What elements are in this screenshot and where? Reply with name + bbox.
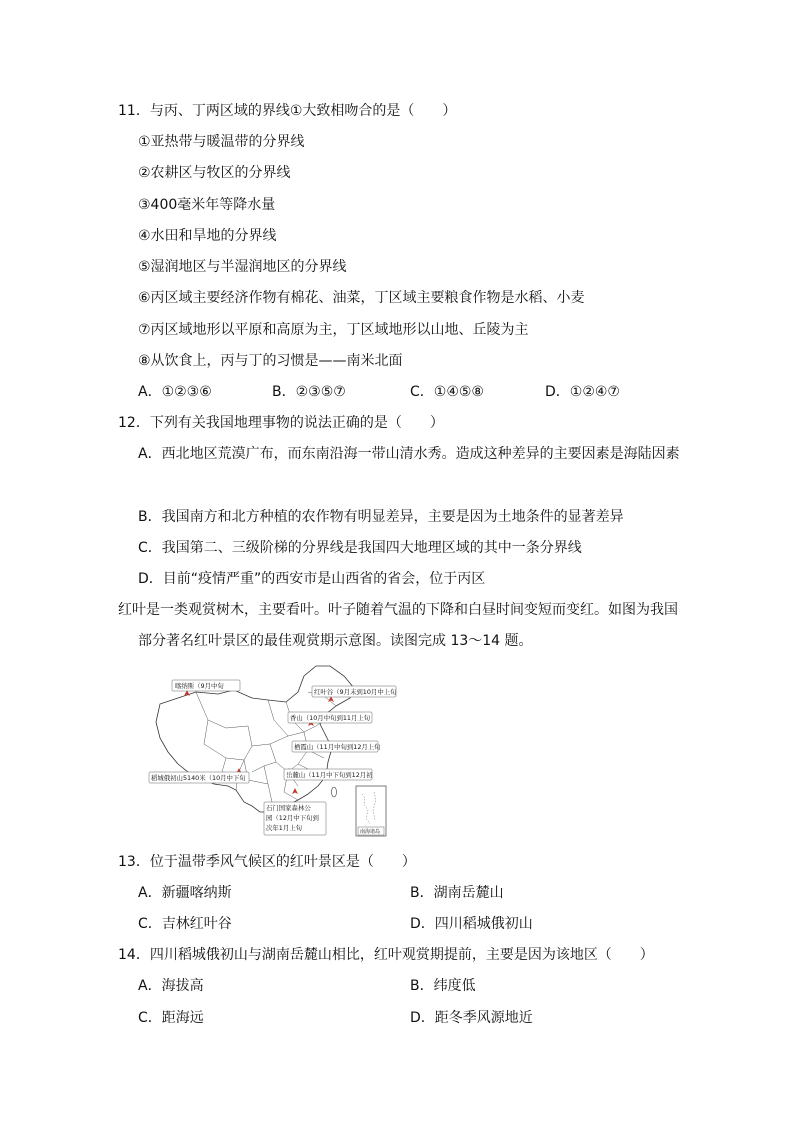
map-label-shimen-3: 次年1月上旬 xyxy=(266,824,303,832)
q12-option-c: C．我国第二、三级阶梯的分界线是我国四大地理区域的其中一条分界线 xyxy=(138,540,582,556)
map-label-shimen-2: 园（12月中下旬到 xyxy=(266,814,319,822)
q11-option-a: A．①②③⑥ xyxy=(138,384,212,400)
q11-option-d: D．①②④⑦ xyxy=(545,384,620,400)
q13-option-b: B．湖南岳麓山 xyxy=(410,885,504,901)
q14-option-d: D．距冬季风源地近 xyxy=(410,1010,533,1026)
question-11-stem: 11．与丙、丁两区域的界线①大致相吻合的是（ ） xyxy=(118,103,457,119)
q11-item-5: ⑤湿润地区与半湿润地区的分界线 xyxy=(138,259,347,275)
question-13-stem: 13．位于温带季风气候区的红叶景区是（ ） xyxy=(118,854,416,870)
q11-item-1: ①亚热带与暖温带的分界线 xyxy=(138,134,305,150)
question-12-stem: 12．下列有关我国地理事物的说法正确的是（ ） xyxy=(118,415,444,431)
map-label-qixiashan: 栖霞山（11月中旬到12月上旬 xyxy=(294,743,381,751)
q11-item-7: ⑦丙区域地形以平原和高原为主，丁区域地形以山地、丘陵为主 xyxy=(138,322,529,338)
south-china-sea-inset xyxy=(356,786,386,836)
map-label-hongyegu: 红叶谷（9月末到10月中上旬 xyxy=(314,688,397,696)
q11-item-2: ②农耕区与牧区的分界线 xyxy=(138,165,291,181)
map-label-shimen-1: 石门国家森林公 xyxy=(266,804,311,812)
red-leaf-scenic-map xyxy=(148,662,398,840)
q11-item-6: ⑥丙区域主要经济作物有棉花、油菜，丁区域主要粮食作物是水稻、小麦 xyxy=(138,290,585,306)
q11-option-c: C．①④⑤⑧ xyxy=(410,384,484,400)
q14-option-c: C．距海远 xyxy=(138,1010,204,1026)
q13-option-d: D．四川稻城俄初山 xyxy=(410,916,533,932)
map-label-xiangshan: 香山（10月中旬到11月上旬 xyxy=(290,714,371,722)
q12-option-a: A．西北地区荒漠广布，而东南沿海一带山清水秀。造成这种差异的主要因素是海陆因素 xyxy=(138,446,680,462)
inset-label: 南海诸岛 xyxy=(360,829,381,835)
q11-item-8: ⑧从饮食上，丙与丁的习惯是——南米北面 xyxy=(138,353,403,369)
q13-option-a: A．新疆喀纳斯 xyxy=(138,885,232,901)
q11-item-4: ④水田和旱地的分界线 xyxy=(138,228,277,244)
q11-option-b: B．②③⑤⑦ xyxy=(272,384,346,400)
map-label-yuelushan: 岳麓山（11月中下旬到12月初 xyxy=(286,771,373,779)
q12-option-b: B．我国南方和北方种植的农作物有明显差异，主要是因为土地条件的显著差异 xyxy=(138,509,624,525)
taiwan-island xyxy=(332,787,337,797)
q14-option-a: A．海拔高 xyxy=(138,978,204,994)
passage-line-1: 红叶是一类观赏树木，主要看叶。叶子随着气温的下降和白昼时间变短而变红。如图为我国 xyxy=(118,602,678,618)
passage-line-2: 部分著名红叶景区的最佳观赏期示意图。读图完成 13～14 题。 xyxy=(138,633,533,649)
question-14-stem: 14．四川稻城俄初山与湖南岳麓山相比，红叶观赏期提前，主要是因为该地区（ ） xyxy=(118,947,654,963)
map-label-kanas: 喀纳斯（9月中旬 xyxy=(175,682,224,690)
q13-option-c: C．吉林红叶谷 xyxy=(138,916,232,932)
map-label-daocheng: 稻城俄初山5140米（10月中下旬 xyxy=(151,774,246,782)
q11-item-3: ③400毫米年等降水量 xyxy=(138,197,276,213)
q14-option-b: B．纬度低 xyxy=(410,978,476,994)
q12-option-d: D．目前“疫情严重”的西安市是山西省的省会，位于丙区 xyxy=(138,571,486,587)
